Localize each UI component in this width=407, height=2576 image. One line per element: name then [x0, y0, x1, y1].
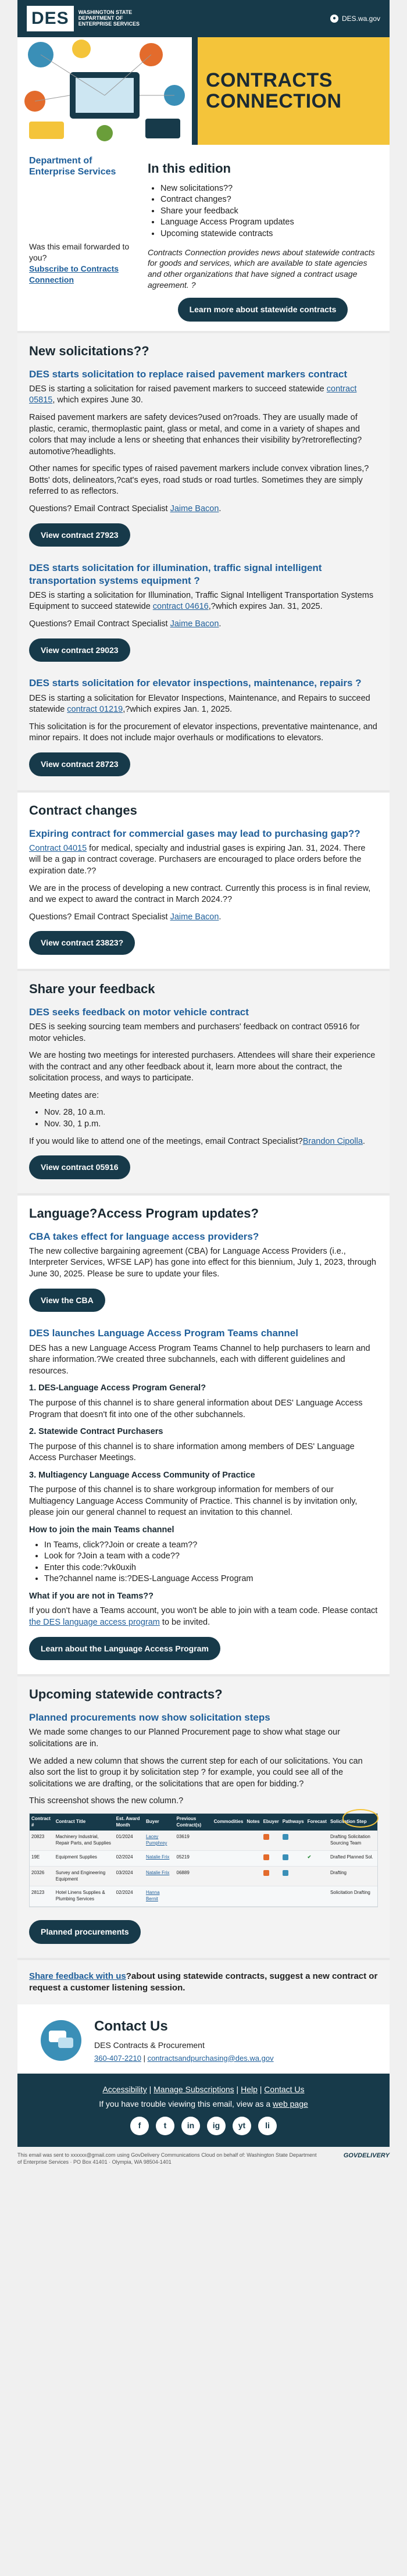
table-header: Previous Contract(s) — [175, 1814, 212, 1831]
contact-us-link[interactable]: Contact Us — [264, 2085, 305, 2095]
view-contract-button[interactable]: View contract 27923 — [29, 523, 130, 547]
govdelivery-logo[interactable]: GOVDELIVERY — [343, 2152, 390, 2159]
contract-link[interactable]: contract 01219 — [67, 705, 123, 715]
story-heading: DES starts solicitation to replace raised pavement markers contract — [29, 368, 348, 380]
contact-name: DES Contracts & Procurement — [94, 2040, 205, 2050]
twitter-icon[interactable]: t — [156, 2117, 174, 2135]
table-header: Contract Title — [54, 1814, 115, 1831]
new-solicitations-section — [17, 333, 390, 790]
email-container — [17, 0, 390, 2147]
story-heading: DES launches Language Access Program Teams channel — [29, 1328, 298, 1339]
story-heading: DES starts solicitation for illumination, traffic signal intelligent transportation systems equipment ? — [29, 562, 322, 586]
facebook-icon[interactable]: f — [130, 2117, 149, 2135]
section-title: Upcoming statewide contracts? — [29, 1687, 223, 1702]
table-row: 20326 Survey and Engineering Equipment 03/2024 Natalie Frix 06889 Drafting — [30, 1866, 377, 1886]
header-bar — [17, 0, 390, 37]
edition-list — [148, 183, 378, 240]
view-contract-button[interactable]: View contract 29023 — [29, 638, 130, 662]
des-logo[interactable] — [27, 6, 142, 32]
help-link[interactable]: Help — [241, 2085, 258, 2095]
instagram-icon[interactable]: ig — [207, 2117, 226, 2135]
footer: Accessibility | Manage Subscriptions | Help | Contact Us If you have trouble viewing this email, view as a web page f t in ig yt li — [17, 2074, 390, 2147]
edition-heading: In this edition — [148, 161, 231, 176]
phone-link[interactable]: 360-407-2210 — [94, 2053, 141, 2063]
contract-changes-section — [17, 793, 390, 969]
logo-text: WASHINGTON STATE DEPARTMENT OF ENTERPRISE SERVICES — [78, 9, 140, 27]
story-elevator: DES starts solicitation for elevator inspections, maintenance, repairs ? DES is starting a solicitation for Elevator Inspections, Maintenance, and Repairs to succeed statewide contract 01219,?which expires Jan. 1, 2025. This solicitation is for the procurement of elevator inspections, preventative maintenance, and minor repairs. It does not include major overhauls or modifications to elevators. View contract 28723 — [29, 677, 378, 776]
planned-procurements-button[interactable]: Planned procurements — [29, 1920, 141, 1944]
table-header: Ebuyer — [262, 1814, 281, 1831]
hero-illustration — [17, 37, 192, 145]
linkedin-alt-icon[interactable]: li — [258, 2117, 277, 2135]
language-program-link[interactable]: the DES language access program — [29, 1617, 160, 1627]
story-cba: CBA takes effect for language access providers? The new collective bargaining agreement (CBA) for Language Access Providers (i.e., Interpreter Services, WFSE LAP) has gone into effect for this biennium, July 1, 2023, through June 30, 2025. Please be sure to update your files. View the CBA — [29, 1230, 378, 1312]
story-heading: CBA takes effect for language access providers? — [29, 1230, 259, 1242]
list-item: • In Teams, click??Join or create a team?? — [44, 1540, 378, 1551]
web-page-link[interactable]: web page — [273, 2099, 308, 2109]
story-heading: DES seeks feedback on motor vehicle contract — [29, 1006, 249, 1018]
youtube-icon[interactable]: yt — [233, 2117, 251, 2135]
view-contract-button[interactable]: View contract 28723 — [29, 752, 130, 776]
list-item: • Contract changes? — [160, 194, 378, 206]
learn-language-button[interactable]: Learn about the Language Access Program — [29, 1637, 220, 1661]
table-header: Commodities — [212, 1814, 245, 1831]
contact-section: Contact Us DES Contracts & Procurement 360-407-2210 | contractsandpurchasing@des.wa.gov — [17, 2004, 390, 2074]
table-header: Forecast — [306, 1814, 329, 1831]
hero-title: CONTRACTS CONNECTION — [206, 69, 342, 112]
list-item: • Look for ?Join a team with a code?? — [44, 1551, 378, 1562]
story-heading: Planned procurements now show solicitation steps — [29, 1712, 270, 1724]
section-title: New solicitations?? — [29, 343, 149, 358]
section-title: Contract changes — [29, 802, 137, 818]
table-header: Est. Award Month — [115, 1814, 144, 1831]
upcoming-section — [17, 1676, 390, 1957]
email-link[interactable]: Jaime Bacon — [170, 912, 219, 922]
email-link[interactable]: Brandon Cipolla — [302, 1136, 363, 1146]
hero-banner — [17, 37, 390, 145]
contract-link[interactable]: contract 04616 — [152, 602, 209, 612]
website-link[interactable]: ● DES.wa.gov — [330, 14, 380, 23]
list-item: • Nov. 28, 10 a.m. — [44, 1107, 378, 1119]
hero-title-box — [192, 37, 390, 145]
table-row: 20823 Machinery Industrial, Repair Parts, and Supplies 01/2024 Lacey Pumphrey 03619 Drafting Solicitation Sourcing Team — [30, 1831, 377, 1850]
feedback-section — [17, 971, 390, 1193]
dept-name: Department of Enterprise Services — [29, 156, 116, 177]
table-row: 19E Equipment Supplies 02/2024 Natalie Frix 05219 ✔ Drafted Planned Sol. — [30, 1850, 377, 1866]
view-cba-button[interactable]: View the CBA — [29, 1289, 105, 1312]
share-feedback-banner: Share feedback with us?about using statewide contracts, suggest a new contract or request a customer listening session. — [17, 1960, 390, 2005]
contact-title: Contact Us — [94, 2018, 168, 2035]
view-contract-button[interactable]: View contract 05916 — [29, 1155, 130, 1179]
story-illumination: DES starts solicitation for illumination, traffic signal intelligent transportation systems equipment ? DES is starting a solicitation for Illumination, Traffic Signal Intelligent Transportation Systems Equipment to succeed statewide contract 04616,?which expires Jan. 31, 2025. Questions? Email Contract Specialist Jaime Bacon. View contract 29023 — [29, 562, 378, 662]
story-heading: Expiring contract for commercial gases may lead to purchasing gap?? — [29, 827, 360, 839]
email-link[interactable]: contractsandpurchasing@des.wa.gov — [147, 2053, 274, 2063]
list-item: • Language Access Program updates — [160, 217, 378, 229]
fine-print: This email was sent to xxxxxx@gmail.com using GovDelivery Communications Cloud on behalf of: Washington State Department of Enterprise Services · PO Box 41401 · Olympia, WA 98504-1401 GOVDELIVERY — [17, 2152, 390, 2165]
accessibility-link[interactable]: Accessibility — [102, 2085, 147, 2095]
forwarded-text: Was this email forwarded to you? — [29, 242, 130, 263]
story-gases: Expiring contract for commercial gases may lead to purchasing gap?? Contract 04015 for medical, specialty and industrial gases is expiring Jan. 31, 2024. There will be a gap in contract coverage. Purchasers are encouraged to place orders before the expiration date.?? We are in the process of developing a new contract. Currently this process is in final review, and we expect to award the contract in March 2024.?? Questions? Email Contract Specialist Jaime Bacon. View contract 23823? — [29, 827, 378, 955]
email-link[interactable]: Jaime Bacon — [170, 619, 219, 629]
section-title: Share your feedback — [29, 982, 155, 997]
table-header: Solicitation Step — [329, 1814, 377, 1831]
list-item: • Upcoming statewide contracts — [160, 229, 378, 240]
section-title: Language?Access Program updates? — [29, 1205, 259, 1221]
list-item: • New solicitations?? — [160, 183, 378, 195]
globe-icon: ● — [330, 15, 338, 23]
table-header: Buyer — [144, 1814, 175, 1831]
share-feedback-link[interactable]: Share feedback with us — [29, 1971, 126, 1981]
subscribe-link[interactable]: Subscribe to Contracts Connection — [29, 264, 119, 285]
story-pavement: DES starts solicitation to replace raised pavement markers contract DES is starting a solicitation for raised pavement markers to succeed statewide contract 05815, which expires June 30. Raised pavement markers are safety devices?used on?roads. They are usually made of plastic, ceramic, thermoplastic paint, glass or metal, and come in a variety of shapes and colors that may include a lens or sheeting that enhances their visibility by?retroreflecting?automotive?headlights. Other names for specific types of raised pavement markers include convex vibration lines,?Botts' dots, delineators,?cat's eyes, road studs or road turtles. Sometimes they are simply referred to as reflectors. Questions? Email Contract Specialist Jaime Bacon. View contract 27923 — [29, 368, 378, 547]
logo-mark: DES — [27, 6, 74, 32]
intro-section — [17, 145, 390, 331]
linkedin-icon[interactable]: in — [181, 2117, 200, 2135]
table-header: Pathways — [281, 1814, 306, 1831]
email-link[interactable]: Jaime Bacon — [170, 504, 219, 513]
learn-statewide-button[interactable]: Learn more about statewide contracts — [178, 298, 348, 322]
language-section — [17, 1196, 390, 1674]
list-item: • The?channel name is:?DES-Language Access Program — [44, 1574, 378, 1585]
story-planned: Planned procurements now show solicitation steps We made some changes to our Planned Procurement page to show what stage our solicitations are in. We added a new column that shows the current step for each of our solicitations. You can also sort the list to group it by solicitation step ? for example, you could see all of the solicitations we are drafting, or the solicitations that are open for bidding.? This screenshot shows the new column.? Contract # Contract Title Est. Award Month Buyer Previous Contract(s) Commodities Notes Ebuyer Pathways Forecast Solicitation Step 20823 Machinery Industrial, Repair Parts, and Supplies 01/2024 Lacey Pumphrey 03619 Drafting Solicitation Sourcing Team 19E Equipment Supplies 02/2024 Natalie Frix 05219 ✔ Drafted Planned Sol. 20326 Survey and Engineering Equipment 03/2024 Natalie Frix 06889 Drafting 28123 Hotel Linens Supplies & Plumbing Services 02/2024 Hanna Bernit Solicitation Drafting Planned procurements — [29, 1711, 378, 1944]
list-item: • Share your feedback — [160, 206, 378, 217]
chat-bubbles-icon — [41, 2020, 81, 2061]
story-teams: DES launches Language Access Program Teams channel DES has a new Language Access Program Teams Channel to help purchasers to learn and share information.?We created three subchannels, each with different guidelines and resources. 1. DES-Language Access Program General? The purpose of this channel is to share general information about DES' Language Access Program that doesn't fit into one of the other subchannels. 2. Statewide Contract Purchasers The purpose of this channel is to share information among members of DES' Language Access Purchaser Meetings. 3. Multiagency Language Access Community of Practice The purpose of this channel is to share workgroup information for members of our Multiagency Language Access Community of Practice. This channel is by invitation only, please join our general channel to request an invitation to this channel. How to join the main Teams channel • In Teams, click??Join or create a team?? • Look for ?Join a team with a code?? • Enter this code:?vk0uxih • The?channel name is:?DES-Language Access Program What if you are not in Teams?? If you don't have a Teams account, you won't be able to join with a team code. Please contact the DES language access program to be invited. Learn about the Language Access Program — [29, 1327, 378, 1660]
story-heading: DES starts solicitation for elevator inspections, maintenance, repairs ? — [29, 677, 362, 689]
planned-procurement-table — [29, 1813, 378, 1907]
contract-link[interactable]: contract 05815 — [29, 384, 357, 405]
contract-link[interactable]: Contract 04015 — [29, 843, 87, 853]
table-row: 28123 Hotel Linens Supplies & Plumbing Services 02/2024 Hanna Bernit Solicitation Drafting — [30, 1886, 377, 1907]
table-header: Notes — [245, 1814, 261, 1831]
intro-blurb: Contracts Connection provides news about statewide contracts for goods and services, which are available to state agencies and other organizations that have signed a contract usage agreement. ? — [148, 247, 375, 290]
story-motor: DES seeks feedback on motor vehicle contract DES is seeking sourcing team members and purchasers' feedback on contract 05916 for motor vehicles. We are hosting two meetings for interested purchasers. Attendees will share their experience with the contract and any other feedback about it, learn more about the contract, the solicitation process, and ways to participate. Meeting dates are: • Nov. 28, 10 a.m. • Nov. 30, 1 p.m. If you would like to attend one of the meetings, email Contract Specialist?Brandon Cipolla. View contract 05916 — [29, 1006, 378, 1179]
list-item: • Enter this code:?vk0uxih — [44, 1562, 378, 1574]
list-item: • Nov. 30, 1 p.m. — [44, 1119, 378, 1130]
table-header: Contract # — [30, 1814, 54, 1831]
manage-subscriptions-link[interactable]: Manage Subscriptions — [153, 2085, 234, 2095]
view-contract-button[interactable]: View contract 23823? — [29, 931, 135, 955]
